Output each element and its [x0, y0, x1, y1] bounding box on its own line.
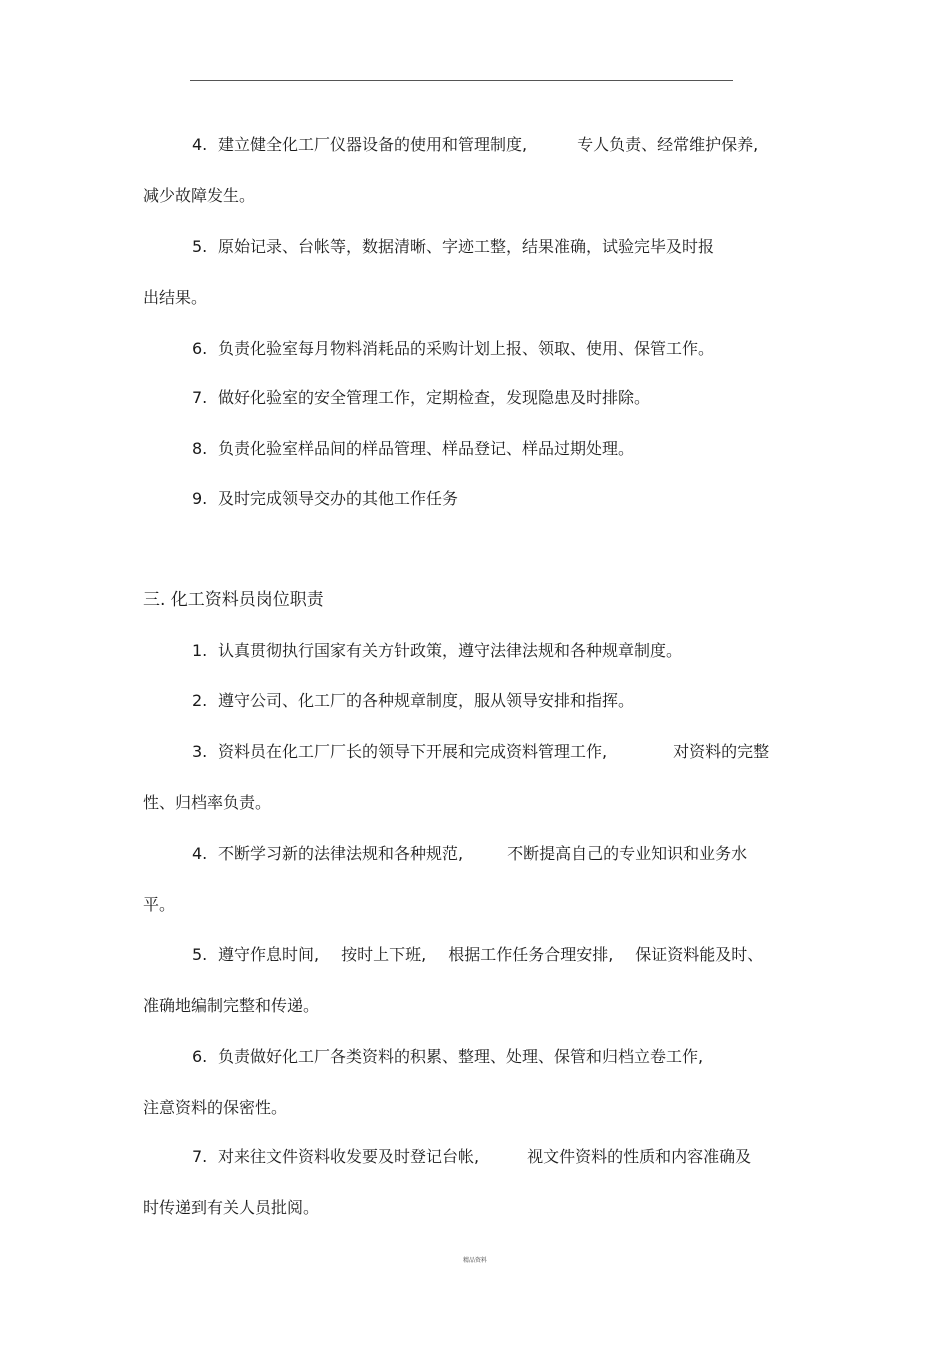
item-text: 视文件资料的性质和内容准确及 — [527, 1147, 752, 1166]
item-number: 5. — [192, 237, 208, 256]
item-number: 5. — [192, 945, 208, 964]
section-heading: 三. 化工资料员岗位职责 — [143, 590, 324, 610]
item-text: 建立健全化工厂仪器设备的使用和管理制度, — [218, 135, 528, 154]
item-text: 资料员在化工厂厂长的领导下开展和完成资料管理工作, — [218, 742, 608, 761]
list-item — [192, 488, 458, 510]
page-footer: 精品资料 — [462, 1257, 487, 1264]
item-number: 6. — [192, 339, 208, 358]
item-text: 做好化验室的安全管理工作，定期检查，发现隐患及时排除。 — [218, 388, 651, 407]
item-text: 原始记录、台帐等，数据清晰、字迹工整，结果准确，试验完毕及时报 — [218, 237, 715, 256]
header-rule — [190, 80, 733, 81]
list-item — [192, 690, 634, 712]
list-item — [192, 387, 650, 409]
item-text: 对来往文件资料收发要及时登记台帐, — [218, 1147, 480, 1166]
item-text: 不断提高自己的专业知识和业务水 — [507, 844, 748, 863]
item-text: 按时上下班, — [341, 945, 427, 964]
list-item — [192, 236, 714, 258]
item-text: 对资料的完整 — [673, 742, 770, 761]
item-text: 负责做好化工厂各类资料的积累、整理、处理、保管和归档立卷工作, — [218, 1047, 704, 1066]
item-text: 负责化验室样品间的样品管理、样品登记、样品过期处理。 — [218, 439, 635, 458]
list-item — [192, 1046, 703, 1068]
list-item — [192, 1146, 751, 1168]
item-text: 负责化验室每月物料消耗品的采购计划上报、领取、使用、保管工作。 — [218, 339, 715, 358]
list-item — [192, 843, 747, 865]
item-number: 7. — [192, 388, 208, 407]
item-continuation: 性、归档率负责。 — [143, 793, 272, 812]
item-text: 遵守公司、化工厂的各种规章制度，服从领导安排和指挥。 — [218, 691, 635, 710]
item-continuation: 准确地编制完整和传递。 — [143, 996, 320, 1015]
item-number: 1. — [192, 641, 208, 660]
item-number: 7. — [192, 1147, 208, 1166]
item-text: 不断学习新的法律法规和各种规范, — [218, 844, 464, 863]
item-text: 认真贯彻执行国家有关方针政策，遵守法律法规和各种规章制度。 — [218, 641, 683, 660]
item-text: 根据工作任务合理安排, — [448, 945, 614, 964]
item-number: 4. — [192, 135, 208, 154]
item-continuation: 注意资料的保密性。 — [143, 1098, 288, 1117]
item-number: 3. — [192, 742, 208, 761]
list-item — [192, 741, 769, 763]
item-number: 8. — [192, 439, 208, 458]
item-text: 专人负责、经常维护保养, — [577, 135, 759, 154]
item-continuation: 减少故障发生。 — [143, 186, 256, 205]
item-number: 4. — [192, 844, 208, 863]
list-item — [192, 338, 714, 360]
item-number: 6. — [192, 1047, 208, 1066]
item-text: 及时完成领导交办的其他工作任务 — [218, 489, 459, 508]
item-number: 9. — [192, 489, 208, 508]
list-item — [192, 438, 634, 460]
list-item — [192, 134, 758, 156]
item-number: 2. — [192, 691, 208, 710]
item-continuation: 出结果。 — [143, 288, 208, 307]
list-item — [192, 944, 763, 966]
item-text: 遵守作息时间, — [218, 945, 320, 964]
list-item — [192, 640, 682, 662]
item-text: 保证资料能及时、 — [635, 945, 764, 964]
item-continuation: 时传递到有关人员批阅。 — [143, 1198, 320, 1217]
item-continuation: 平。 — [143, 895, 176, 914]
